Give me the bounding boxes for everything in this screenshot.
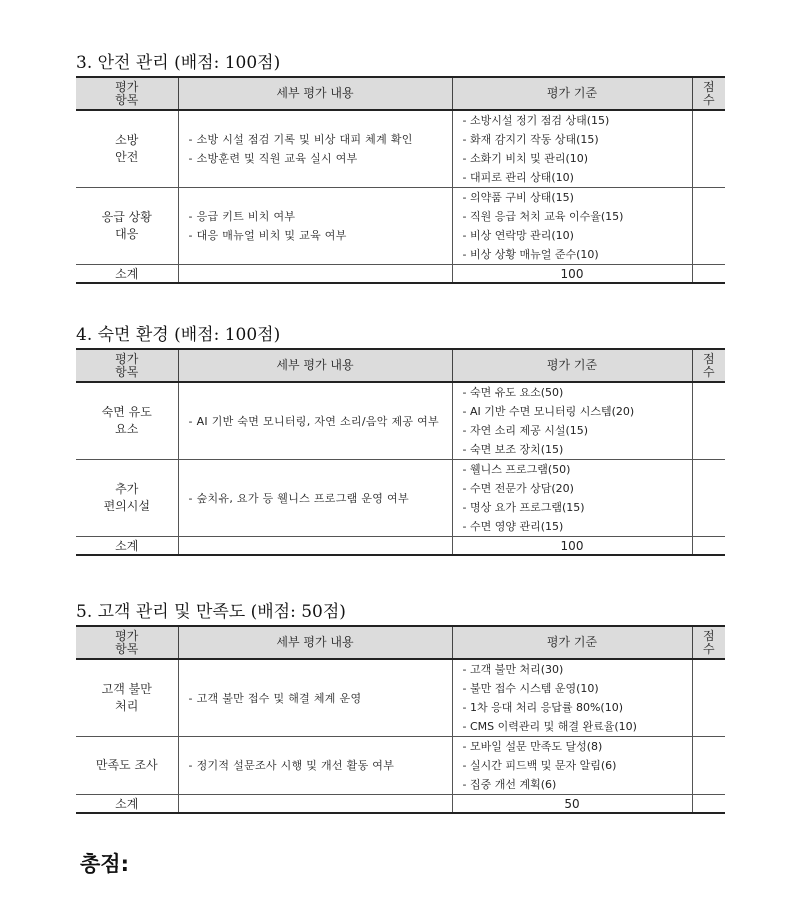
detail-line: - 숲치유, 요가 등 웰니스 프로그램 운영 여부 bbox=[188, 491, 409, 505]
table-row bbox=[76, 188, 725, 265]
evaluation-table bbox=[76, 76, 725, 284]
subtotal-label: 소계 bbox=[76, 537, 178, 556]
total-score-label: 총점: bbox=[80, 852, 129, 876]
detail-line: - 정기적 설문조사 시행 및 개선 활동 여부 bbox=[188, 759, 395, 772]
item-cell: 추가 편의시설 bbox=[76, 460, 178, 537]
subtotal-score[interactable] bbox=[692, 537, 725, 556]
subtotal-row bbox=[76, 265, 725, 284]
criteria-line: - 자연 소리 제공 시설(15) bbox=[462, 424, 589, 437]
table-row bbox=[76, 382, 725, 460]
subtotal-label: 소계 bbox=[76, 795, 178, 814]
table-header-row bbox=[76, 77, 725, 110]
criteria-line: - 모바일 설문 만족도 달성(8) bbox=[462, 740, 603, 753]
table-header-row bbox=[76, 626, 725, 659]
detail-line: - 고객 불만 접수 및 해결 체계 운영 bbox=[188, 691, 362, 705]
criteria-line: - 고객 불만 처리(30) bbox=[462, 663, 564, 676]
criteria-line: - 숙면 유도 요소(50) bbox=[462, 386, 564, 399]
score-cell[interactable] bbox=[692, 188, 725, 265]
table-row bbox=[76, 460, 725, 537]
header-detail: 세부 평가 내용 bbox=[178, 626, 452, 659]
criteria-line: - 의약품 구비 상태(15) bbox=[462, 191, 574, 204]
criteria-line: - 비상 연락망 관리(10) bbox=[462, 229, 574, 242]
subtotal-value: 50 bbox=[452, 795, 692, 814]
criteria-line: - 명상 요가 프로그램(15) bbox=[462, 501, 585, 514]
criteria-cell bbox=[452, 188, 692, 265]
criteria-line: - 1차 응대 처리 응답률 80%(10) bbox=[462, 701, 623, 714]
header-detail: 세부 평가 내용 bbox=[178, 77, 452, 110]
criteria-line: - 대피로 관리 상태(10) bbox=[462, 171, 574, 184]
criteria-line: - 집중 개선 계획(6) bbox=[462, 778, 557, 791]
item-cell: 만족도 조사 bbox=[76, 737, 178, 795]
criteria-line: - CMS 이력관리 및 해결 완료율(10) bbox=[462, 720, 637, 733]
header-score: 점 수 bbox=[692, 77, 725, 110]
detail-line: - 대응 매뉴얼 비치 및 교육 여부 bbox=[188, 229, 347, 242]
item-cell: 숙면 유도 요소 bbox=[76, 382, 178, 460]
criteria-cell bbox=[452, 460, 692, 537]
score-cell[interactable] bbox=[692, 659, 725, 737]
detail-line: - 응급 키트 비치 여부 bbox=[188, 210, 296, 223]
table-row bbox=[76, 737, 725, 795]
detail-line: - 소방훈련 및 직원 교육 실시 여부 bbox=[188, 152, 358, 165]
evaluation-table bbox=[76, 348, 725, 556]
item-cell: 응급 상황 대응 bbox=[76, 188, 178, 265]
header-criteria: 평가 기준 bbox=[452, 626, 692, 659]
subtotal-score[interactable] bbox=[692, 795, 725, 814]
score-cell[interactable] bbox=[692, 460, 725, 537]
section-title: 4. 숙면 환경 (배점: 100점) bbox=[76, 325, 281, 345]
detail-cell bbox=[178, 188, 452, 265]
subtotal-value: 100 bbox=[452, 537, 692, 556]
criteria-line: - 소방시설 정기 점검 상태(15) bbox=[462, 114, 610, 127]
criteria-cell bbox=[452, 737, 692, 795]
table-header-row bbox=[76, 349, 725, 382]
score-cell[interactable] bbox=[692, 737, 725, 795]
header-criteria: 평가 기준 bbox=[452, 77, 692, 110]
header-item: 평가 항목 bbox=[76, 349, 178, 382]
detail-line: - 소방 시설 점검 기록 및 비상 대피 체계 확인 bbox=[188, 133, 413, 146]
table-row bbox=[76, 659, 725, 737]
subtotal-row bbox=[76, 537, 725, 556]
header-item: 평가 항목 bbox=[76, 77, 178, 110]
criteria-cell bbox=[452, 659, 692, 737]
header-item: 평가 항목 bbox=[76, 626, 178, 659]
criteria-cell bbox=[452, 110, 692, 188]
criteria-line: - 소화기 비치 및 관리(10) bbox=[462, 152, 589, 165]
detail-cell bbox=[178, 110, 452, 188]
section-title: 5. 고객 관리 및 만족도 (배점: 50점) bbox=[76, 602, 346, 622]
item-cell: 고객 불만 처리 bbox=[76, 659, 178, 737]
criteria-line: - AI 기반 수면 모니터링 시스템(20) bbox=[462, 405, 635, 418]
criteria-line: - 불만 접수 시스템 운영(10) bbox=[462, 682, 599, 695]
section-title: 3. 안전 관리 (배점: 100점) bbox=[76, 53, 281, 73]
criteria-line: - 비상 상황 매뉴얼 준수(10) bbox=[462, 248, 599, 261]
criteria-cell bbox=[452, 382, 692, 460]
criteria-line: - 직원 응급 처치 교육 이수율(15) bbox=[462, 210, 624, 223]
criteria-line: - 수면 전문가 상담(20) bbox=[462, 482, 574, 495]
detail-line: - AI 기반 숙면 모니터링, 자연 소리/음악 제공 여부 bbox=[188, 414, 439, 428]
score-cell[interactable] bbox=[692, 382, 725, 460]
subtotal-empty bbox=[178, 537, 452, 556]
subtotal-empty bbox=[178, 795, 452, 814]
evaluation-table bbox=[76, 625, 725, 814]
item-cell: 소방 안전 bbox=[76, 110, 178, 188]
subtotal-row bbox=[76, 795, 725, 814]
criteria-line: - 실시간 피드백 및 문자 알림(6) bbox=[462, 759, 617, 772]
criteria-line: - 숙면 보조 장치(15) bbox=[462, 443, 564, 456]
table-row bbox=[76, 110, 725, 188]
detail-cell bbox=[178, 460, 452, 537]
detail-cell bbox=[178, 737, 452, 795]
criteria-line: - 화재 감지기 작동 상태(15) bbox=[462, 133, 599, 146]
header-score: 점 수 bbox=[692, 626, 725, 659]
header-detail: 세부 평가 내용 bbox=[178, 349, 452, 382]
subtotal-value: 100 bbox=[452, 265, 692, 284]
header-score: 점 수 bbox=[692, 349, 725, 382]
subtotal-score[interactable] bbox=[692, 265, 725, 284]
criteria-line: - 수면 영양 관리(15) bbox=[462, 520, 564, 533]
detail-cell bbox=[178, 382, 452, 460]
header-criteria: 평가 기준 bbox=[452, 349, 692, 382]
subtotal-label: 소계 bbox=[76, 265, 178, 284]
detail-cell bbox=[178, 659, 452, 737]
subtotal-empty bbox=[178, 265, 452, 284]
criteria-line: - 웰니스 프로그램(50) bbox=[462, 463, 571, 476]
score-cell[interactable] bbox=[692, 110, 725, 188]
